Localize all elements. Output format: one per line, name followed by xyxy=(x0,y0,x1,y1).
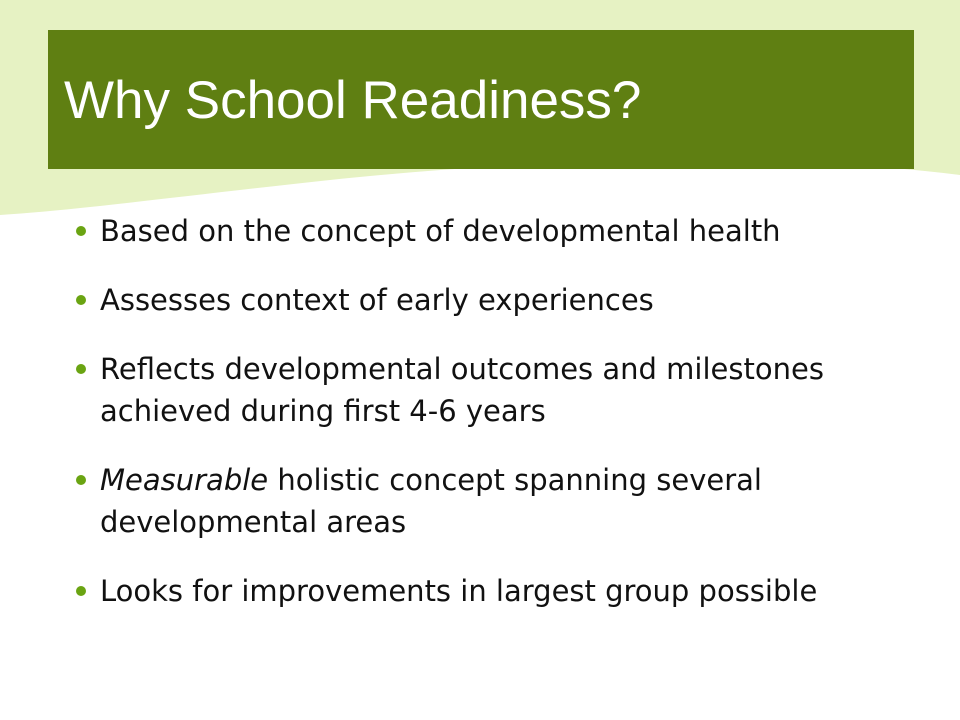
bullet-text: Based on the concept of developmental health xyxy=(100,214,781,248)
bullet-emphasis: Measurable xyxy=(100,463,269,497)
bullet-dot-icon xyxy=(76,475,86,485)
bullet-dot-icon xyxy=(76,226,86,236)
bullet-item xyxy=(72,459,932,543)
bullet-text: Looks for improvements in largest group possible xyxy=(100,574,818,608)
bullet-text xyxy=(100,463,762,539)
bullet-text: Reflects developmental outcomes and milestones achieved during first 4-6 years xyxy=(100,352,824,428)
bullet-text-rest: holistic concept spanning several developmental areas xyxy=(100,463,762,539)
title-bar xyxy=(48,30,914,169)
bullet-list xyxy=(72,210,932,639)
bullet-text: Assesses context of early experiences xyxy=(100,283,654,317)
bullet-dot-icon xyxy=(76,586,86,596)
bullet-dot-icon xyxy=(76,295,86,305)
bullet-item xyxy=(72,570,932,612)
bullet-item xyxy=(72,279,932,321)
bullet-dot-icon xyxy=(76,364,86,374)
bullet-item xyxy=(72,210,932,252)
slide-title: Why School Readiness? xyxy=(64,71,642,130)
bullet-item xyxy=(72,348,932,432)
